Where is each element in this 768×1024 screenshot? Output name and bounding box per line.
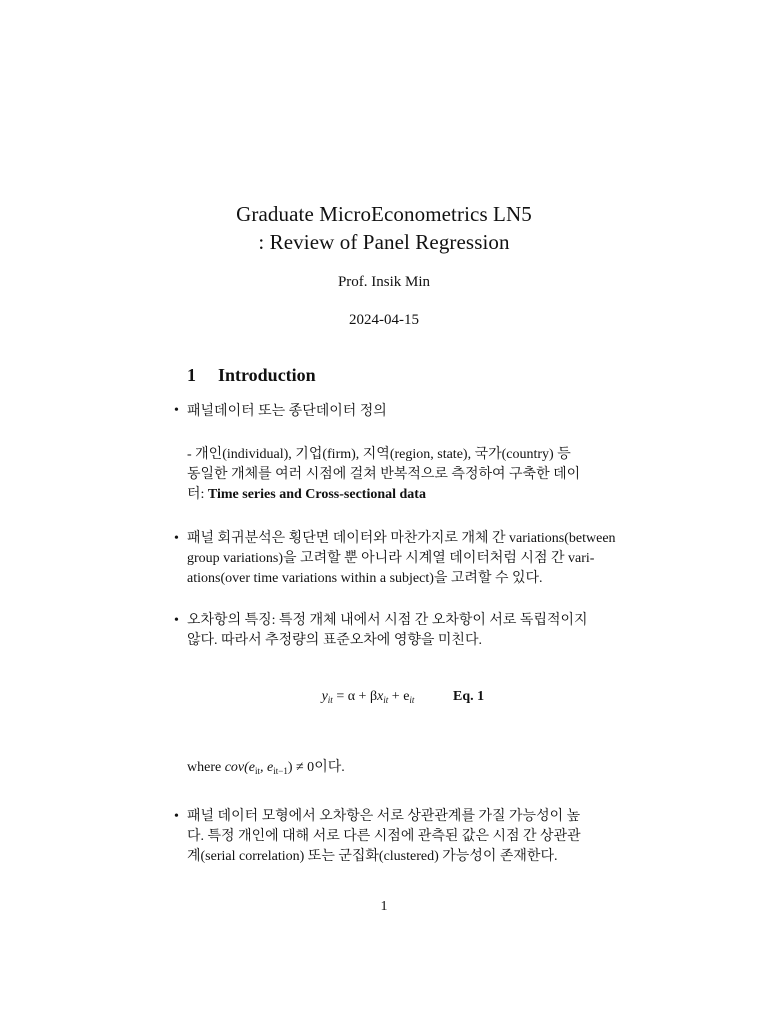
definition-bold-text: Time series and Cross-sectional data (207, 487, 426, 502)
where-suffix: 이다. (314, 760, 345, 775)
bullet-4-line-1: 패널 데이터 모형에서 오차항은 서로 상관관계를 가질 가능성이 높 (187, 809, 581, 824)
equation-1 (0, 689, 768, 705)
where-prefix: where (187, 760, 225, 775)
where-cov: cov(e (224, 760, 256, 775)
author: Prof. Insik Min (337, 274, 431, 290)
where-rest: ) ≠ 0 (287, 760, 315, 775)
where-sub-2: it−1 (273, 766, 288, 776)
bullet-marker: • (174, 531, 179, 546)
section-number: 1 (187, 365, 196, 385)
eq-lhs-sub: it (327, 695, 333, 705)
eq-equals-alpha: = α + β (332, 689, 378, 704)
title-line-2: : Review of Panel Regression (258, 230, 510, 254)
definition-line-1: - 개인(individual), 기업(firm), 지역(region, state), 국가(country) 등 (187, 447, 571, 462)
where-mid: , e (260, 760, 274, 775)
where-clause (187, 756, 345, 776)
bullet-2-line-1: 패널 회귀분석은 횡단면 데이터와 마찬가지로 개체 간 variations(between (187, 531, 616, 546)
title-line-1: Graduate MicroEconometrics LN5 (236, 202, 532, 226)
eq-x: x (377, 689, 384, 704)
definition-line-3 (187, 485, 635, 505)
definition-line-2: 동일한 개체를 여러 시점에 걸쳐 반복적으로 측정하여 구축한 데이 (187, 467, 581, 482)
section-heading (187, 365, 316, 386)
where-sub-1: it (255, 766, 261, 776)
bullet-3-text (187, 611, 635, 651)
date: 2024-04-15 (349, 312, 419, 328)
bullet-4-line-2: 다. 특정 개인에 대해 서로 다른 시점에 관측된 값은 시점 간 상관관 (187, 829, 581, 844)
eq-plus-e: + e (388, 689, 410, 704)
bullet-1-text: 패널데이터 또는 종단데이터 정의 (187, 404, 387, 419)
bullet-marker: • (174, 403, 179, 418)
bullet-4-line-3: 계(serial correlation) 또는 군집화(clustered) 가능성이 존재한다. (187, 849, 558, 864)
bullet-marker: • (174, 613, 179, 628)
eq-e-sub: it (409, 695, 415, 705)
paper-title (0, 200, 768, 256)
bullet-3-line-1: 오차항의 특징: 특정 개체 내에서 시점 간 오차항이 서로 독립적이지 (187, 613, 588, 628)
page-number: 1 (380, 899, 388, 914)
definition-line-3-prefix: 터: (187, 487, 208, 502)
bullet-4-text (187, 807, 635, 867)
bullet-2-text (187, 529, 635, 589)
bullet-2-line-3: ations(over time variations within a subject)을 고려할 수 있다. (187, 571, 543, 586)
section-title: Introduction (218, 365, 316, 385)
eq-lhs: y (321, 689, 328, 704)
equation-body (322, 689, 415, 705)
definition-paragraph (187, 445, 635, 505)
bullet-3-line-2: 않다. 따라서 추정량의 표준오차에 영향을 미친다. (187, 633, 482, 648)
eq-x-sub: it (383, 695, 389, 705)
equation-label: Eq. 1 (453, 689, 485, 704)
bullet-2-line-2: group variations)을 고려할 뿐 아니라 시계열 데이터처럼 시점 간 vari- (187, 551, 595, 566)
bullet-marker: • (174, 809, 179, 824)
